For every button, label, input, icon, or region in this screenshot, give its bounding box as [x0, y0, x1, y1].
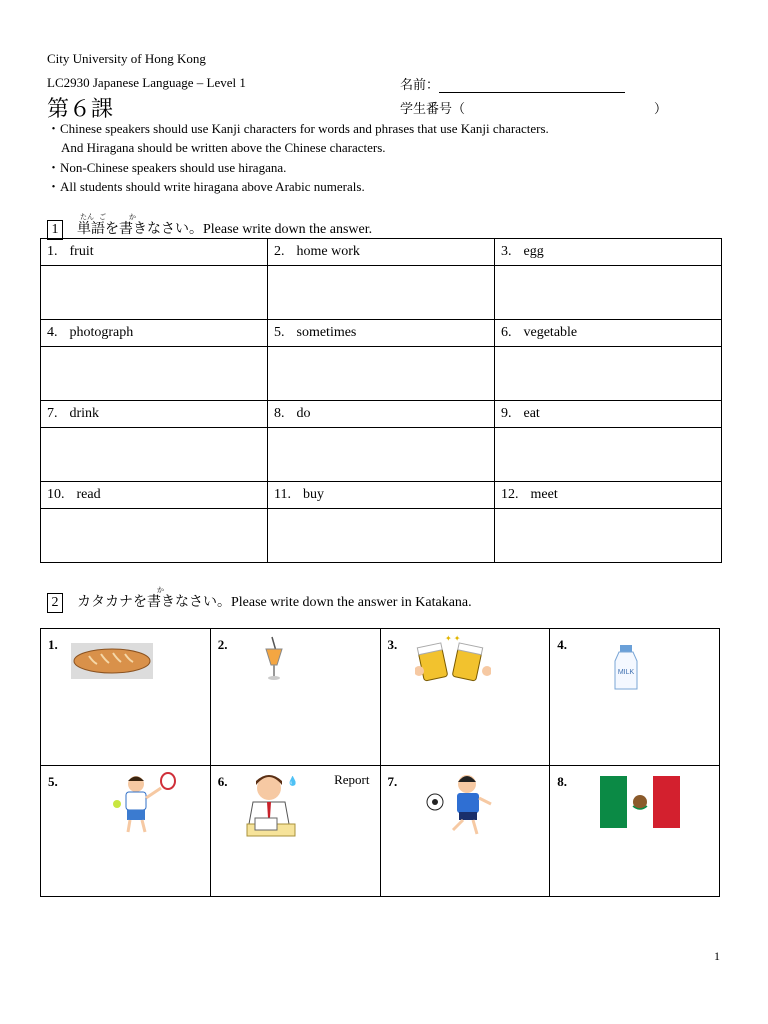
- katakana-cell-1[interactable]: [41, 629, 211, 766]
- katakana-cell-6[interactable]: [210, 766, 380, 897]
- katakana-number-8: 8.: [557, 774, 567, 789]
- bread-icon: [71, 643, 153, 679]
- vocab-label-7: 7. drink: [41, 401, 268, 428]
- page-number: 1: [714, 949, 720, 963]
- vocab-table: [40, 238, 722, 563]
- katakana-number-4: 4.: [557, 637, 567, 652]
- report-writer-icon: [241, 772, 301, 838]
- vocab-label-5: 5. sometimes: [268, 320, 495, 347]
- milk-bottle-icon: [612, 643, 640, 693]
- answer-box-11[interactable]: [268, 509, 495, 563]
- katakana-table: [40, 628, 720, 897]
- svg-text:✦ ✦: ✦ ✦: [444, 634, 460, 643]
- instruction-2: And Hiragana should be written above the Chinese characters.: [61, 140, 386, 155]
- instruction-3: ・Non-Chinese speakers should use hiragana.: [47, 160, 287, 175]
- answer-box-9[interactable]: [495, 428, 722, 482]
- name-field[interactable]: [400, 74, 625, 93]
- katakana-number-2: 2.: [217, 637, 228, 652]
- section1-number: 1: [47, 220, 63, 240]
- katakana-cell-7[interactable]: [380, 766, 550, 897]
- course-title: LC2930 Japanese Language – Level 1: [47, 75, 246, 90]
- answer-box-2[interactable]: [268, 266, 495, 320]
- answer-box-5[interactable]: [268, 347, 495, 401]
- vocab-label-3: 3. egg: [495, 239, 722, 266]
- section1-ruby-2: ご: [99, 213, 106, 221]
- answer-box-3[interactable]: [495, 266, 722, 320]
- section1-ruby-1: たん: [80, 213, 94, 221]
- section1-title: 単語を書きなさい。Please write down the answer.: [77, 222, 373, 237]
- answer-box-6[interactable]: [495, 347, 722, 401]
- katakana-number-1: 1.: [48, 637, 58, 652]
- vocab-label-1: 1. fruit: [41, 239, 268, 266]
- soccer-player-icon: [423, 772, 505, 838]
- svg-text:💧: 💧: [286, 776, 298, 786]
- katakana-cell-8[interactable]: [550, 766, 720, 897]
- katakana-number-7: 7.: [387, 774, 398, 789]
- section2-number: 2: [47, 593, 63, 613]
- answer-box-12[interactable]: [495, 509, 722, 563]
- vocab-label-6: 6. vegetable: [495, 320, 722, 347]
- university-name: City University of Hong Kong: [47, 51, 206, 66]
- answer-box-1[interactable]: [41, 266, 268, 320]
- lesson-title: 第６課: [47, 96, 114, 121]
- tennis-player-icon: [111, 772, 179, 834]
- vocab-label-12: 12. meet: [495, 482, 722, 509]
- vocab-label-11: 11. buy: [268, 482, 495, 509]
- section2-heading: [47, 591, 472, 613]
- student-id-label: 学生番号（: [400, 101, 466, 116]
- katakana-cell-3[interactable]: [380, 629, 550, 766]
- katakana-cell-5[interactable]: [41, 766, 211, 897]
- section2-title: カタカナを書きなさい。Please write down the answer in Katakana.: [77, 595, 472, 610]
- name-underline: [439, 80, 625, 93]
- katakana-number-5: 5.: [48, 774, 58, 789]
- katakana-cell-2[interactable]: [210, 629, 380, 766]
- juice-glass-icon: [261, 635, 287, 683]
- vocab-label-9: 9. eat: [495, 401, 722, 428]
- vocab-label-4: 4. photograph: [41, 320, 268, 347]
- report-label: Report: [334, 772, 370, 787]
- mexico-flag-icon: [600, 776, 680, 828]
- svg-text:MILK: MILK: [618, 669, 635, 676]
- beer-toast-icon: [415, 631, 491, 683]
- answer-box-10[interactable]: [41, 509, 268, 563]
- katakana-number-6: 6.: [217, 774, 228, 789]
- section2-ruby: か: [157, 586, 164, 594]
- vocab-label-10: 10. read: [41, 482, 268, 509]
- katakana-number-3: 3.: [387, 637, 398, 652]
- name-label: 名前：: [400, 77, 440, 92]
- instruction-4: ・All students should write hiragana above Arabic numerals.: [47, 179, 365, 194]
- instruction-1: ・Chinese speakers should use Kanji characters for words and phrases that use Kanji characters.: [47, 121, 549, 136]
- section1-heading: [47, 218, 372, 240]
- vocab-label-8: 8. do: [268, 401, 495, 428]
- answer-box-4[interactable]: [41, 347, 268, 401]
- section1-ruby-3: か: [129, 213, 136, 221]
- vocab-label-2: 2. home work: [268, 239, 495, 266]
- answer-box-7[interactable]: [41, 428, 268, 482]
- katakana-cell-4[interactable]: [550, 629, 720, 766]
- student-id-close: ）: [654, 101, 668, 116]
- answer-box-8[interactable]: [268, 428, 495, 482]
